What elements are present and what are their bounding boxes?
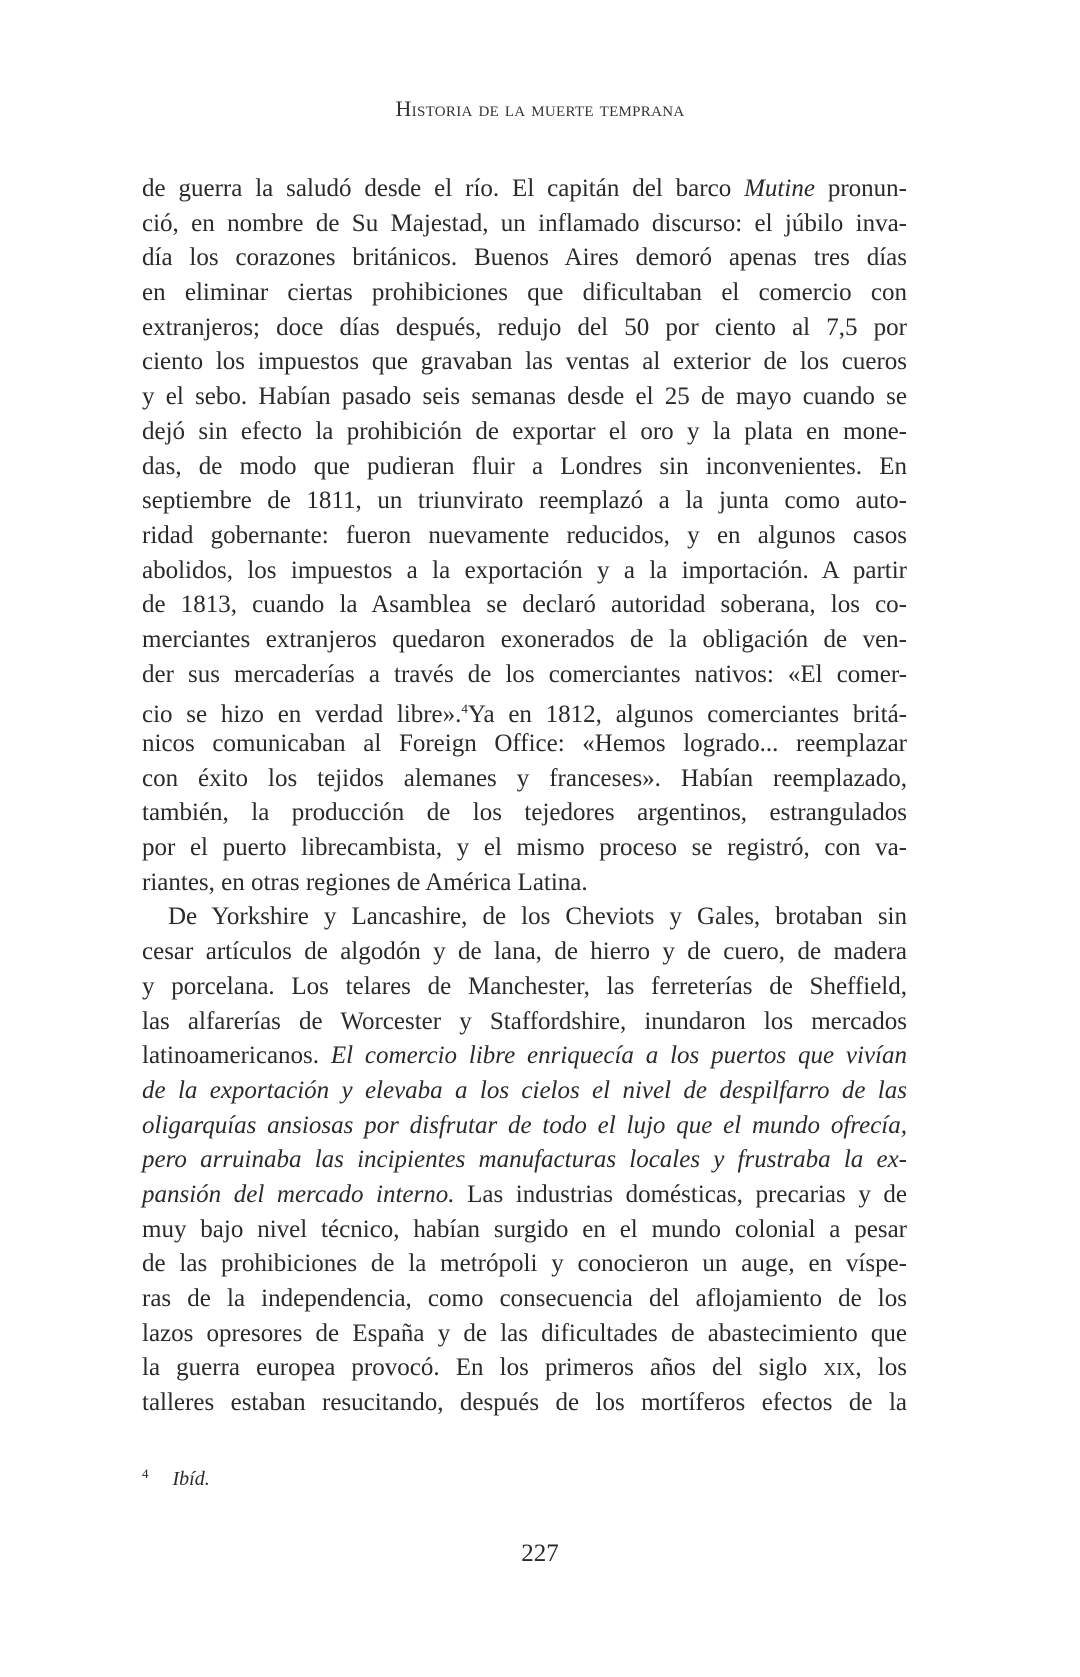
text-segment: ridad gobernante: fueron nuevamente reducidos, y en algunos casos — [142, 521, 907, 549]
text-segment: merciantes extranjeros quedaron exonerados de la obligación de ven- — [142, 625, 907, 653]
text-segment: ciento los impuestos que gravaban las ventas al exterior de los cueros — [142, 348, 907, 376]
text-segment: , los — [855, 1354, 907, 1382]
text-line — [142, 345, 907, 380]
text-line — [142, 1247, 907, 1282]
text-segment: ras de la independencia, como consecuencia del aflojamiento de los — [142, 1285, 907, 1312]
text-segment: pero arruinaba las incipientes manufacturas locales y frustraba la ex- — [142, 1146, 907, 1174]
text-segment: muy bajo nivel técnico, habían surgido en el mundo colonial a pesar — [142, 1215, 907, 1243]
text-segment: abolidos, los impuestos a la exportación y a la importación. A partir — [142, 556, 907, 584]
text-segment: extranjeros; doce días después, redujo del 50 por ciento al 7,5 por — [142, 313, 907, 341]
page-number: 227 — [521, 1540, 559, 1567]
text-segment: cesar artículos de algodón y de lana, de hierro y de cuero, de madera — [142, 938, 907, 966]
text-line — [142, 1178, 907, 1213]
text-line — [142, 311, 907, 346]
text-segment: las alfarerías de Worcester y Staffordshire, inundaron los mercados — [142, 1007, 907, 1035]
text-segment: de las prohibiciones de la metrópoli y conocieron un auge, en víspe- — [142, 1250, 907, 1278]
text-line — [142, 1386, 907, 1421]
text-segment: y el sebo. Habían pasado seis semanas desde el 25 de mayo cuando se — [142, 383, 907, 411]
text-line — [142, 831, 907, 866]
text-line — [142, 415, 907, 450]
text-segment: ció, en nombre de Su Majestad, un inflamado discurso: el júbilo inva- — [142, 209, 907, 237]
text-segment: der sus mercaderías a través de los comerciantes nativos: «El comer- — [142, 660, 907, 688]
text-line — [142, 866, 907, 901]
text-segment: con éxito los tejidos alemanes y franceses». Habían reemplazado, — [142, 764, 907, 792]
text-segment: la guerra europea provocó. En los primeros años del siglo — [142, 1354, 824, 1382]
text-segment: Las industrias domésticas, precarias y de — [454, 1180, 908, 1208]
text-line — [142, 554, 907, 589]
text-line — [142, 1143, 907, 1178]
text-segment: talleres estaban resucitando, después de los mortíferos efectos de la — [142, 1389, 907, 1417]
text-line — [142, 970, 907, 1005]
footnote — [142, 1466, 210, 1491]
text-segment: das, de modo que pudieran fluir a Londres sin inconvenientes. En — [142, 452, 907, 480]
text-line — [142, 380, 907, 415]
text-segment: nicos comunicaban al Foreign Office: «Hemos logrado... reemplazar — [142, 730, 907, 757]
text-line — [142, 1351, 907, 1386]
text-segment: dejó sin efecto la prohibición de exportar el oro y la plata en mone- — [142, 417, 907, 445]
running-head: Historia de la muerte temprana — [395, 96, 685, 121]
text-line — [142, 450, 907, 485]
text-line — [142, 1074, 907, 1109]
text-line — [142, 1109, 907, 1144]
text-line — [142, 207, 907, 242]
text-segment: de 1813, cuando la Asamblea se declaró autoridad soberana, los co- — [142, 591, 907, 619]
text-line — [142, 519, 907, 554]
text-segment: riantes, en otras regiones de América Latina. — [142, 868, 588, 896]
text-line — [142, 796, 907, 831]
text-line — [142, 484, 907, 519]
text-line — [142, 623, 907, 658]
text-line — [142, 762, 907, 797]
text-segment: Mutine — [744, 175, 815, 202]
text-segment: lazos opresores de España y de las dificultades de abastecimiento que — [142, 1319, 907, 1347]
text-segment: de guerra la saludó desde el río. El capitán del barco — [142, 175, 745, 202]
text-segment: también, la producción de los tejedores argentinos, estrangulados — [142, 799, 907, 827]
text-line — [142, 658, 907, 693]
text-segment: día los corazones británicos. Buenos Aires demoró apenas tres días — [142, 244, 907, 272]
text-line — [142, 900, 907, 935]
text-line — [142, 1039, 907, 1074]
text-line — [142, 727, 907, 762]
text-segment: septiembre de 1811, un triunvirato reemplazó a la junta como auto- — [142, 487, 907, 515]
text-line — [142, 172, 907, 207]
text-segment: pansión del mercado interno. — [142, 1180, 455, 1208]
text-line — [142, 1213, 907, 1248]
text-segment: De Yorkshire y Lancashire, de los Cheviots y Gales, brotaban sin — [168, 903, 907, 931]
text-segment: El comercio libre enriquecía a los puertos que vivían — [330, 1042, 907, 1070]
footnote-number: 4 — [142, 1466, 149, 1481]
text-line — [142, 276, 907, 311]
text-segment: xix — [823, 1354, 856, 1382]
text-segment: de la exportación y elevaba a los cielos el nivel de despilfarro de las — [142, 1076, 907, 1104]
footnote-text: Ibíd. — [172, 1468, 210, 1490]
text-line — [142, 241, 907, 276]
text-line — [142, 692, 907, 727]
text-segment: en eliminar ciertas prohibiciones que dificultaban el comercio con — [142, 279, 907, 307]
body-text — [142, 172, 907, 1421]
footnote-reference: 4 — [461, 701, 468, 717]
text-line — [142, 1005, 907, 1040]
text-line — [142, 1317, 907, 1352]
text-line — [142, 1282, 907, 1317]
text-line — [142, 588, 907, 623]
text-segment: latinoamericanos. — [142, 1042, 331, 1070]
text-line — [142, 935, 907, 970]
text-segment: Ya en 1812, algunos comerciantes britá- — [467, 701, 907, 729]
text-segment: cio se hizo en verdad libre». — [142, 701, 462, 729]
text-segment: pronun- — [814, 175, 907, 202]
text-segment: oligarquías ansiosas por disfrutar de todo el lujo que el mundo ofrecía, — [142, 1111, 907, 1139]
text-segment: por el puerto librecambista, y el mismo proceso se registró, con va- — [142, 834, 907, 862]
text-segment: y porcelana. Los telares de Manchester, las ferreterías de Sheffield, — [142, 972, 907, 1000]
